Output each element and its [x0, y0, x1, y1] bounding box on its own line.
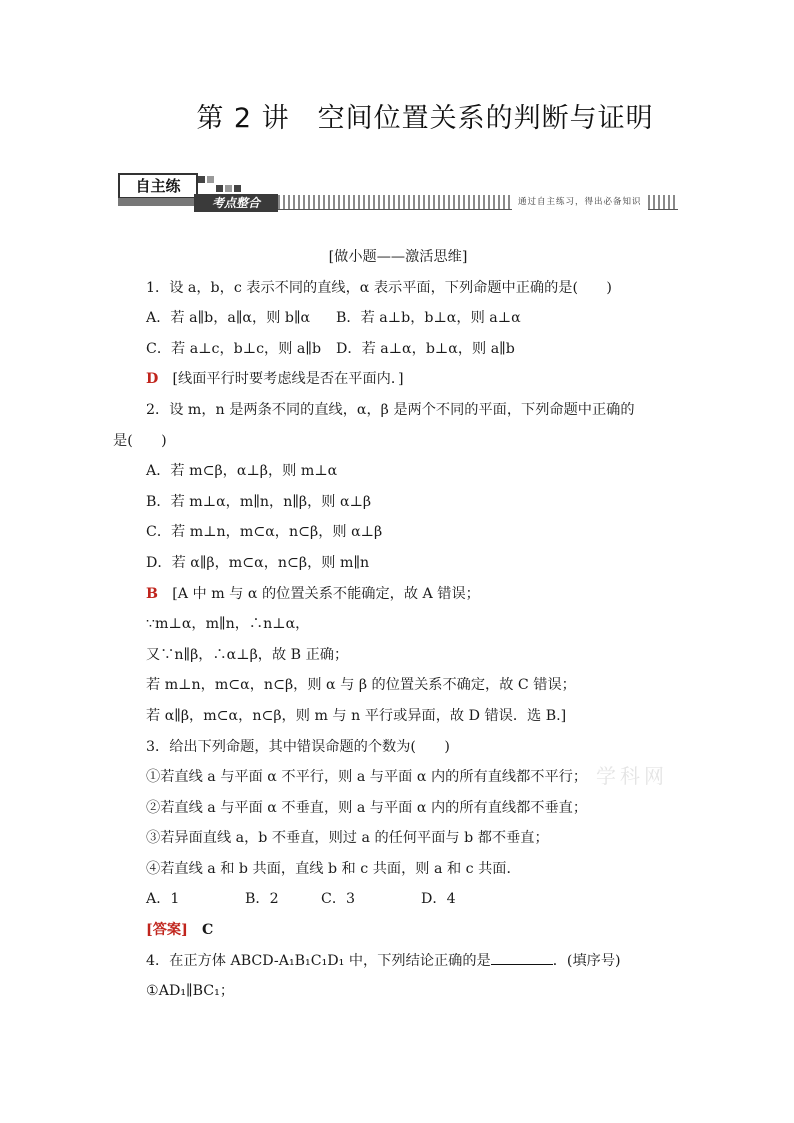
q1-answer: D: [146, 371, 159, 388]
banner-bar-decoration: [118, 198, 194, 206]
q3-options: [113, 884, 683, 915]
q3-item-1: ①若直线 a 与平面 α 不平行，则 a 与平面 α 内的所有直线都不平行；: [146, 769, 588, 786]
q2-answer: B: [146, 585, 158, 602]
q2-solution-text-1: [A 中 m 与 α 的位置关系不能确定，故 A 错误；: [172, 585, 480, 602]
q3-answer-line: [113, 915, 683, 946]
q2-solution-line2: ∵m⊥α，m∥n，∴n⊥α，: [146, 616, 310, 633]
q2-solution-line1: [113, 579, 683, 610]
q2-option-c: C．若 m⊥n，m⊂α，n⊂β，则 α⊥β: [146, 524, 383, 541]
q2-solution-line3: 又∵n∥β，∴α⊥β，故 B 正确；: [146, 646, 349, 663]
q3-answer-label: [答案]: [146, 922, 188, 939]
q1-options-cd: [113, 334, 683, 365]
q4-stem-suffix: ．(填序号): [552, 952, 621, 969]
q3-option-c: C．3: [321, 891, 356, 908]
q3-option-d: D．4: [421, 891, 456, 908]
q3-item-2: ②若直线 a 与平面 α 不垂直，则 a 与平面 α 内的所有直线都不垂直；: [146, 799, 588, 816]
q3-item-4: ④若直线 a 和 b 共面，直线 b 和 c 共面，则 a 和 c 共面．: [146, 860, 521, 877]
page-title: 第 2 讲 空间位置关系的判断与证明: [196, 103, 654, 134]
q1-explanation: [线面平行时要考虑线是否在平面内．]: [172, 371, 404, 388]
q4-stem: [113, 946, 683, 977]
q1-option-b: B．若 a⊥b，b⊥α，则 a⊥α: [336, 310, 521, 327]
q1-solution: [113, 364, 683, 395]
banner-sublabel: 考点整合: [194, 194, 278, 212]
q2-option-b: B．若 m⊥α，m∥n，n∥β，则 α⊥β: [146, 493, 372, 510]
q2-option-d: D．若 α∥β，m⊂α，n⊂β，则 m∥n: [146, 554, 370, 571]
q3-item-3: ③若异面直线 a，b 不垂直，则过 a 的任何平面与 b 都不垂直；: [146, 830, 549, 847]
q1-option-d: D．若 a⊥α，b⊥α，则 a∥b: [336, 340, 515, 357]
q3-answer: C: [202, 922, 214, 939]
document-body: [113, 242, 683, 1007]
q3-stem: 3．给出下列命题，其中错误命题的个数为( ): [146, 738, 450, 755]
q2-stem-line1: 2．设 m，n 是两条不同的直线，α，β 是两个不同的平面，下列命题中正确的: [146, 401, 635, 418]
q2-solution-line4: 若 m⊥n，m⊂α，n⊂β，则 α 与 β 的位置关系不确定，故 C 错误；: [146, 677, 576, 694]
q2-solution-line5: 若 α∥β，m⊂α，n⊂β，则 m 与 n 平行或异面，故 D 错误．选 B.]: [146, 707, 567, 724]
q1-option-c: C．若 a⊥c，b⊥c，则 a∥b: [146, 340, 322, 357]
q2-option-a: A．若 m⊂β，α⊥β，则 m⊥α: [146, 463, 338, 480]
banner-description: 通过自主练习，得出必备知识: [512, 193, 648, 211]
q4-item-1: ①AD₁∥BC₁；: [146, 983, 235, 1000]
q1-options-ab: [113, 303, 683, 334]
q4-answer-blank[interactable]: [491, 950, 553, 965]
section-header: [做小题——激活思维]: [328, 249, 468, 265]
q1-option-a: A．若 a∥b，a∥α，则 b∥α: [146, 310, 311, 327]
q1-stem: 1．设 a，b，c 表示不同的直线，α 表示平面，下列命题中正确的是( ): [146, 279, 612, 296]
q4-stem-text: 4．在正方体 ABCD-A₁B₁C₁D₁ 中，下列结论正确的是: [146, 952, 491, 969]
watermark: 学科网: [596, 764, 668, 788]
q2-stem-line2: 是( ): [113, 432, 167, 449]
banner-label: 自主练: [118, 173, 198, 199]
q3-option-a: A．1: [146, 891, 180, 908]
section-banner: [118, 170, 678, 216]
q3-option-b: B．2: [245, 891, 279, 908]
